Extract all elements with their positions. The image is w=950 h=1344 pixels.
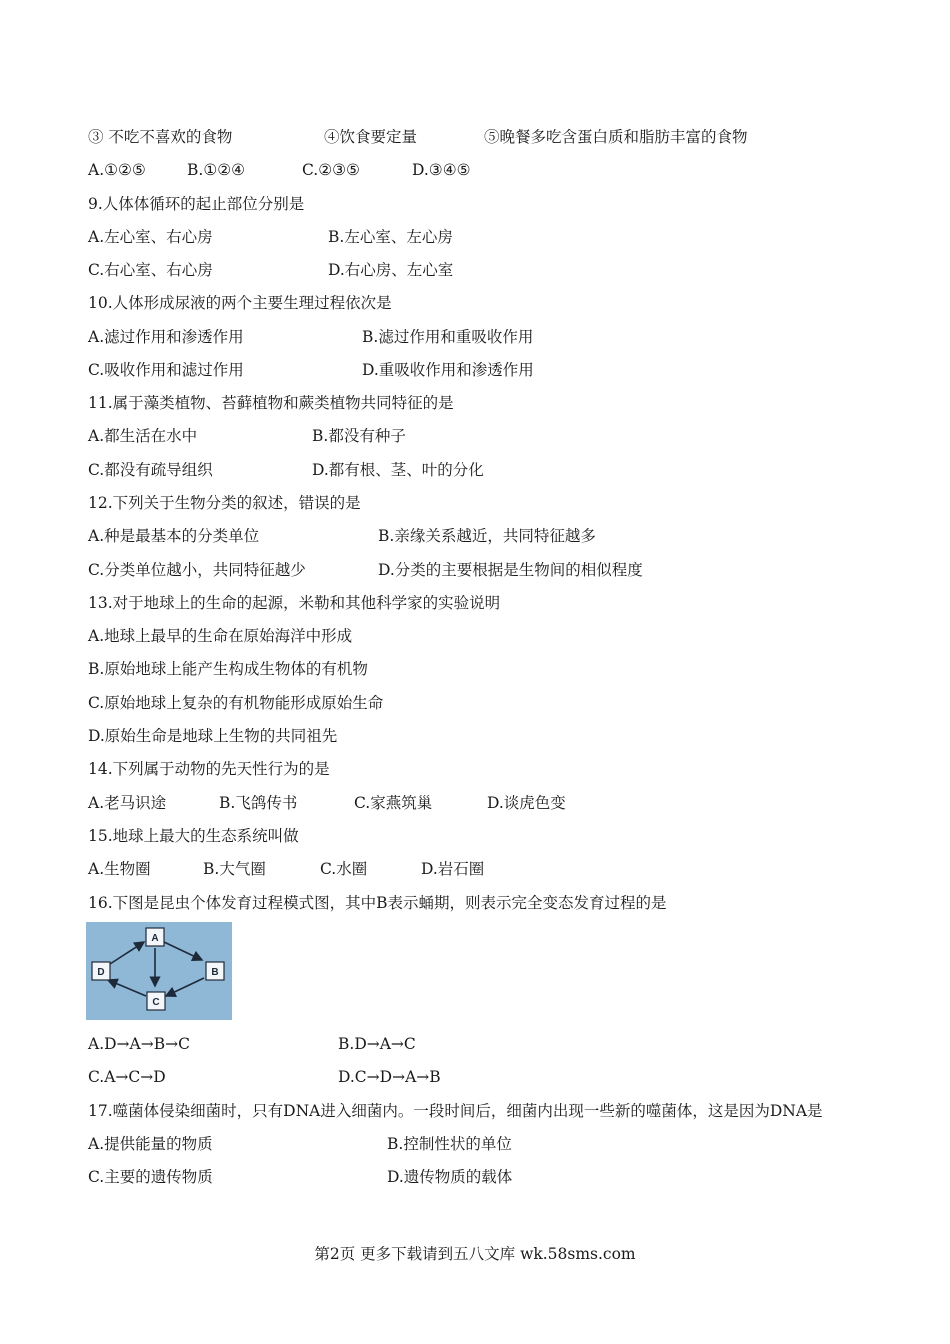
insect-development-diagram xyxy=(86,922,232,1020)
q15-choice-c: C.水圈 xyxy=(320,860,368,878)
q8-option-5: ⑤晚餐多吃含蛋白质和脂肪丰富的食物 xyxy=(484,128,748,146)
q11-choice-a: A.都生活在水中 xyxy=(88,427,198,445)
q12-choice-a: A.种是最基本的分类单位 xyxy=(88,527,260,545)
q15-stem: 15.地球上最大的生态系统叫做 xyxy=(88,827,299,845)
q12-choice-b: B.亲缘关系越近，共同特征越多 xyxy=(378,527,596,545)
q15-choice-d: D.岩石圈 xyxy=(421,860,485,878)
node-c-label: C xyxy=(152,997,160,1008)
q11-choice-b: B.都没有种子 xyxy=(312,427,406,445)
q10-choice-d: D.重吸收作用和渗透作用 xyxy=(362,361,534,379)
q17-choice-c: C.主要的遗传物质 xyxy=(88,1168,213,1186)
arrow-b-to-c xyxy=(166,978,204,996)
q8-option-4: ④饮食要定量 xyxy=(324,128,418,146)
arrow-a-to-b xyxy=(164,942,202,960)
node-d-label: D xyxy=(97,967,105,978)
q9-choice-d: D.右心房、左心室 xyxy=(328,261,454,279)
q9-stem: 9.人体体循环的起止部位分别是 xyxy=(88,195,305,213)
arrow-d-to-a xyxy=(110,942,144,964)
q16-choice-a: A.D→A→B→C xyxy=(88,1035,190,1053)
q13-choice-b: B.原始地球上能产生构成生物体的有机物 xyxy=(88,660,368,678)
q12-choice-c: C.分类单位越小，共同特征越少 xyxy=(88,561,306,579)
q16-stem: 16.下图是昆虫个体发育过程模式图，其中B表示蛹期，则表示完全变态发育过程的是 xyxy=(88,894,667,912)
q10-choice-b: B.滤过作用和重吸收作用 xyxy=(362,328,534,346)
q8-choice-c: C.②③⑤ xyxy=(302,161,360,179)
q8-option-3: ③ 不吃不喜欢的食物 xyxy=(88,128,233,146)
q16-choice-d: D.C→D→A→B xyxy=(338,1068,441,1086)
q13-choice-a: A.地球上最早的生命在原始海洋中形成 xyxy=(88,627,353,645)
node-b-label: B xyxy=(211,967,219,978)
q11-choice-d: D.都有根、茎、叶的分化 xyxy=(312,461,484,479)
q8-choice-b: B.①②④ xyxy=(187,161,246,179)
q13-choice-d: D.原始生命是地球上生物的共同祖先 xyxy=(88,727,338,745)
q9-choice-a: A.左心室、右心房 xyxy=(88,228,213,246)
node-a-label: A xyxy=(151,933,159,944)
q10-stem: 10.人体形成尿液的两个主要生理过程依次是 xyxy=(88,294,392,312)
development-cycle-svg xyxy=(86,922,232,1020)
q17-choice-a: A.提供能量的物质 xyxy=(88,1135,213,1153)
arrow-c-to-d xyxy=(108,980,146,996)
page-footer: 第2页 更多下载请到五八文库 wk.58sms.com xyxy=(314,1245,636,1263)
q13-stem: 13.对于地球上的生命的起源，米勒和其他科学家的实验说明 xyxy=(88,594,501,612)
q10-choice-c: C.吸收作用和滤过作用 xyxy=(88,361,244,379)
q17-choice-b: B.控制性状的单位 xyxy=(387,1135,512,1153)
q14-stem: 14.下列属于动物的先天性行为的是 xyxy=(88,760,330,778)
q9-choice-c: C.右心室、右心房 xyxy=(88,261,213,279)
q12-stem: 12.下列关于生物分类的叙述，错误的是 xyxy=(88,494,361,512)
q10-choice-a: A.滤过作用和渗透作用 xyxy=(88,328,244,346)
q16-choice-b: B.D→A→C xyxy=(338,1035,416,1053)
q14-choice-a: A.老马识途 xyxy=(88,794,167,812)
q8-choice-a: A.①②⑤ xyxy=(88,161,146,179)
q14-choice-d: D.谈虎色变 xyxy=(487,794,566,812)
q9-choice-b: B.左心室、左心房 xyxy=(328,228,453,246)
q15-choice-a: A.生物圈 xyxy=(88,860,151,878)
q16-choice-c: C.A→C→D xyxy=(88,1068,166,1086)
q11-choice-c: C.都没有疏导组织 xyxy=(88,461,213,479)
q14-choice-b: B.飞鸽传书 xyxy=(219,794,298,812)
q12-choice-d: D.分类的主要根据是生物间的相似程度 xyxy=(378,561,643,579)
q14-choice-c: C.家燕筑巢 xyxy=(354,794,433,812)
q17-stem: 17.噬菌体侵染细菌时，只有DNA进入细菌内。一段时间后，细菌内出现一些新的噬菌体，这是因为DNA是 xyxy=(88,1102,823,1120)
q8-choice-d: D.③④⑤ xyxy=(412,161,471,179)
q13-choice-c: C.原始地球上复杂的有机物能形成原始生命 xyxy=(88,694,384,712)
q15-choice-b: B.大气圈 xyxy=(203,860,266,878)
q11-stem: 11.属于藻类植物、苔藓植物和蕨类植物共同特征的是 xyxy=(88,394,454,412)
q17-choice-d: D.遗传物质的载体 xyxy=(387,1168,513,1186)
